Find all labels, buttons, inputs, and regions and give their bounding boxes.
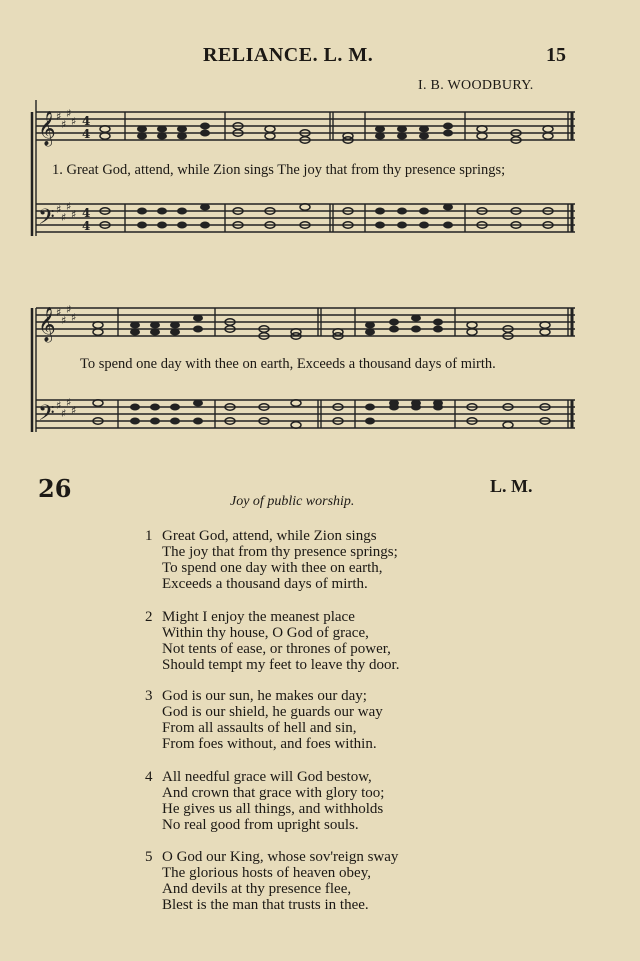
verse-line: God is our shield, he guards our way (162, 704, 383, 720)
verse-line: To spend one day with thee on earth, (162, 560, 383, 576)
svg-text:♯: ♯ (56, 110, 62, 123)
hymn-meter: L. M. (490, 476, 533, 496)
svg-text:♯: ♯ (56, 399, 62, 412)
verse-line: Exceeds a thousand days of mirth. (162, 576, 368, 592)
svg-text:𝄞: 𝄞 (38, 307, 56, 342)
svg-text:♯: ♯ (61, 211, 67, 224)
verse-line: And devils at thy presence flee, (162, 881, 352, 897)
svg-text:♯: ♯ (66, 107, 72, 120)
verse-5 (145, 849, 398, 913)
svg-text:♯: ♯ (66, 200, 72, 213)
verse-line: No real good from upright souls. (162, 817, 359, 833)
svg-text:♯: ♯ (71, 311, 77, 324)
verse-number: 3 (145, 688, 153, 704)
verse-line: Blest is the man that trusts in thee. (162, 897, 369, 913)
verse-line: Might I enjoy the meanest place (162, 609, 355, 625)
svg-text:♯: ♯ (66, 396, 72, 409)
page-number: 15 (546, 44, 566, 66)
svg-text:4: 4 (82, 114, 91, 128)
verse-number: 1 (145, 528, 153, 544)
tune-title: RELIANCE. L. M. (203, 44, 374, 66)
verse-line: From foes without, and foes within. (162, 736, 377, 752)
verse-line: Great God, attend, while Zion sings (162, 528, 377, 544)
svg-text:4: 4 (82, 127, 91, 141)
music-lyric-line-2: To spend one day with thee on earth, Exceeds a thousand days of mirth. (80, 356, 496, 372)
svg-text:𝄞: 𝄞 (38, 111, 56, 146)
svg-text:♯: ♯ (71, 115, 77, 128)
svg-text:♯: ♯ (66, 303, 72, 316)
verse-line: The joy that from thy presence springs; (162, 544, 398, 560)
verse-1 (145, 528, 398, 592)
svg-text:♯: ♯ (61, 407, 67, 420)
svg-text:4: 4 (82, 219, 91, 233)
svg-text:♯: ♯ (71, 404, 77, 417)
verse-line: God is our sun, he makes our day; (162, 688, 367, 704)
verse-line: He gives us all things, and withholds (162, 801, 384, 817)
svg-text:♯: ♯ (56, 306, 62, 319)
verse-line: Not tents of ease, or thrones of power, (162, 641, 391, 657)
verse-line: Within thy house, O God of grace, (162, 625, 369, 641)
svg-text:♯: ♯ (71, 208, 77, 221)
svg-text:4: 4 (82, 206, 91, 220)
music-system-2 (0, 296, 640, 441)
verse-line: Should tempt my feet to leave thy door. (162, 657, 400, 673)
verse-number: 2 (145, 609, 153, 625)
verse-line: From all assaults of hell and sin, (162, 720, 357, 736)
music-lyric-line-1: 1. Great God, attend, while Zion sings The joy that from thy presence springs; (52, 162, 506, 178)
verse-line: And crown that grace with glory too; (162, 785, 385, 801)
verse-line: The glorious hosts of heaven obey, (162, 865, 371, 881)
verse-number: 5 (145, 849, 153, 865)
music-system-1 (0, 100, 640, 245)
verse-line: O God our King, whose sov'reign sway (162, 849, 399, 865)
verse-line: All needful grace will God bestow, (162, 769, 372, 785)
hymn-subtitle: Joy of public worship. (230, 494, 355, 509)
svg-text:♯: ♯ (56, 203, 62, 216)
svg-text:𝄢: 𝄢 (38, 401, 55, 431)
svg-text:♯: ♯ (61, 314, 67, 327)
svg-text:♯: ♯ (61, 118, 67, 131)
verse-3 (145, 688, 383, 752)
svg-text:𝄢: 𝄢 (38, 205, 55, 235)
hymn-number: 26 (38, 474, 72, 503)
verse-4 (145, 769, 384, 833)
composer-credit: I. B. WOODBURY. (418, 78, 534, 93)
verse-2 (145, 609, 399, 673)
verse-number: 4 (145, 769, 153, 785)
